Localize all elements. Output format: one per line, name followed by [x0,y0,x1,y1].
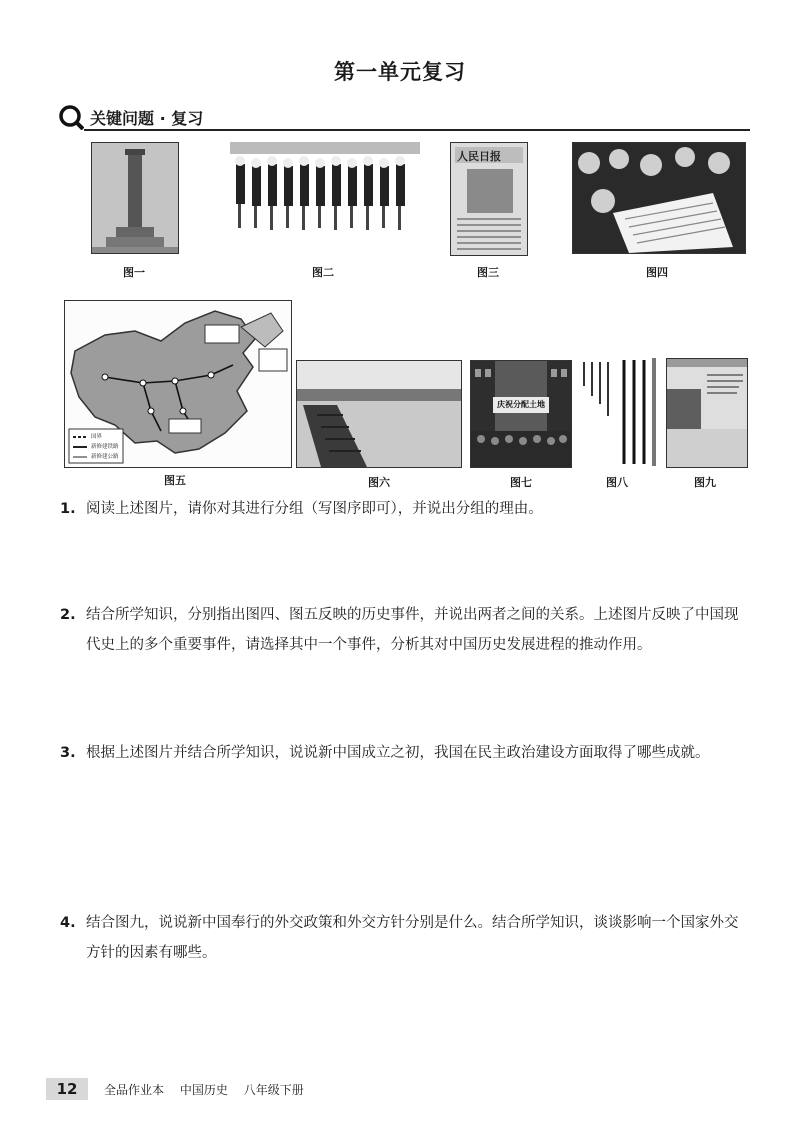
figure-8-caption: 图八 [606,476,628,489]
figure-8-vertical-text [578,356,658,468]
legend-border: 国界 [91,434,103,440]
figure-5-caption: 图五 [164,474,186,487]
question-4-text: 结合图九，说说新中国奉行的外交政策和外交方针分别是什么。结合所学知识，谈谈影响一个国家外交方针的因素有哪些。 [86,915,739,961]
rally-banner-text: 庆祝分配土地 [497,400,545,409]
book-subject: 中国历史 [179,1083,228,1097]
question-2 [60,600,750,660]
question-1 [60,494,750,524]
newspaper-masthead: 人民日报 [457,150,501,163]
figure-6-bridge [296,360,462,468]
book-grade: 八年级下册 [243,1083,304,1097]
page-title: 第一单元复习 [334,60,466,84]
legend-railway: 新修建铁路 [91,444,119,450]
figure-1-monument [91,142,179,254]
figure-9-caption: 图九 [694,476,716,489]
book-info [104,1081,316,1098]
section-rule [84,129,750,131]
section-label: 关键问题 · 复习 [90,109,204,128]
question-4-number: 4. [60,915,76,931]
figure-7-caption: 图七 [510,476,532,489]
figure-4-crowd-reading [572,142,746,254]
book-series: 全品作业本 [104,1083,165,1097]
figure-2-caption: 图二 [312,266,334,279]
question-4 [60,908,750,968]
question-2-number: 2. [60,607,76,623]
figure-1-caption: 图一 [123,266,145,279]
magnifier-q-icon [58,104,84,130]
question-1-text: 阅读上述图片，请你对其进行分组（写图序即可），并说出分组的理由。 [86,501,543,517]
section-header [58,103,750,133]
question-3-number: 3. [60,745,76,761]
figure-6-caption: 图六 [368,476,390,489]
figure-7-street-rally [470,360,572,468]
question-1-number: 1. [60,501,76,517]
question-3-text: 根据上述图片并结合所学知识，说说新中国成立之初，我国在民主政治建设方面取得了哪些成就。 [86,745,710,761]
figure-5-map [64,300,292,468]
page-number: 12 [46,1078,88,1100]
figure-4-caption: 图四 [646,266,668,279]
question-2-text: 结合所学知识，分别指出图四、图五反映的历史事件，并说出两者之间的关系。上述图片反映了中国现代史上的多个重要事件，请选择其中一个事件，分析其对中国历史发展进程的推动作用。 [86,607,739,653]
figure-2-parade [230,142,420,234]
figure-9-book-cover [666,358,748,468]
figure-3-newspaper [450,142,528,256]
question-3 [60,738,750,768]
map-legend [91,432,119,462]
legend-highway: 新修建公路 [91,454,119,460]
page-footer [46,1078,746,1100]
figure-3-caption: 图三 [477,266,499,279]
